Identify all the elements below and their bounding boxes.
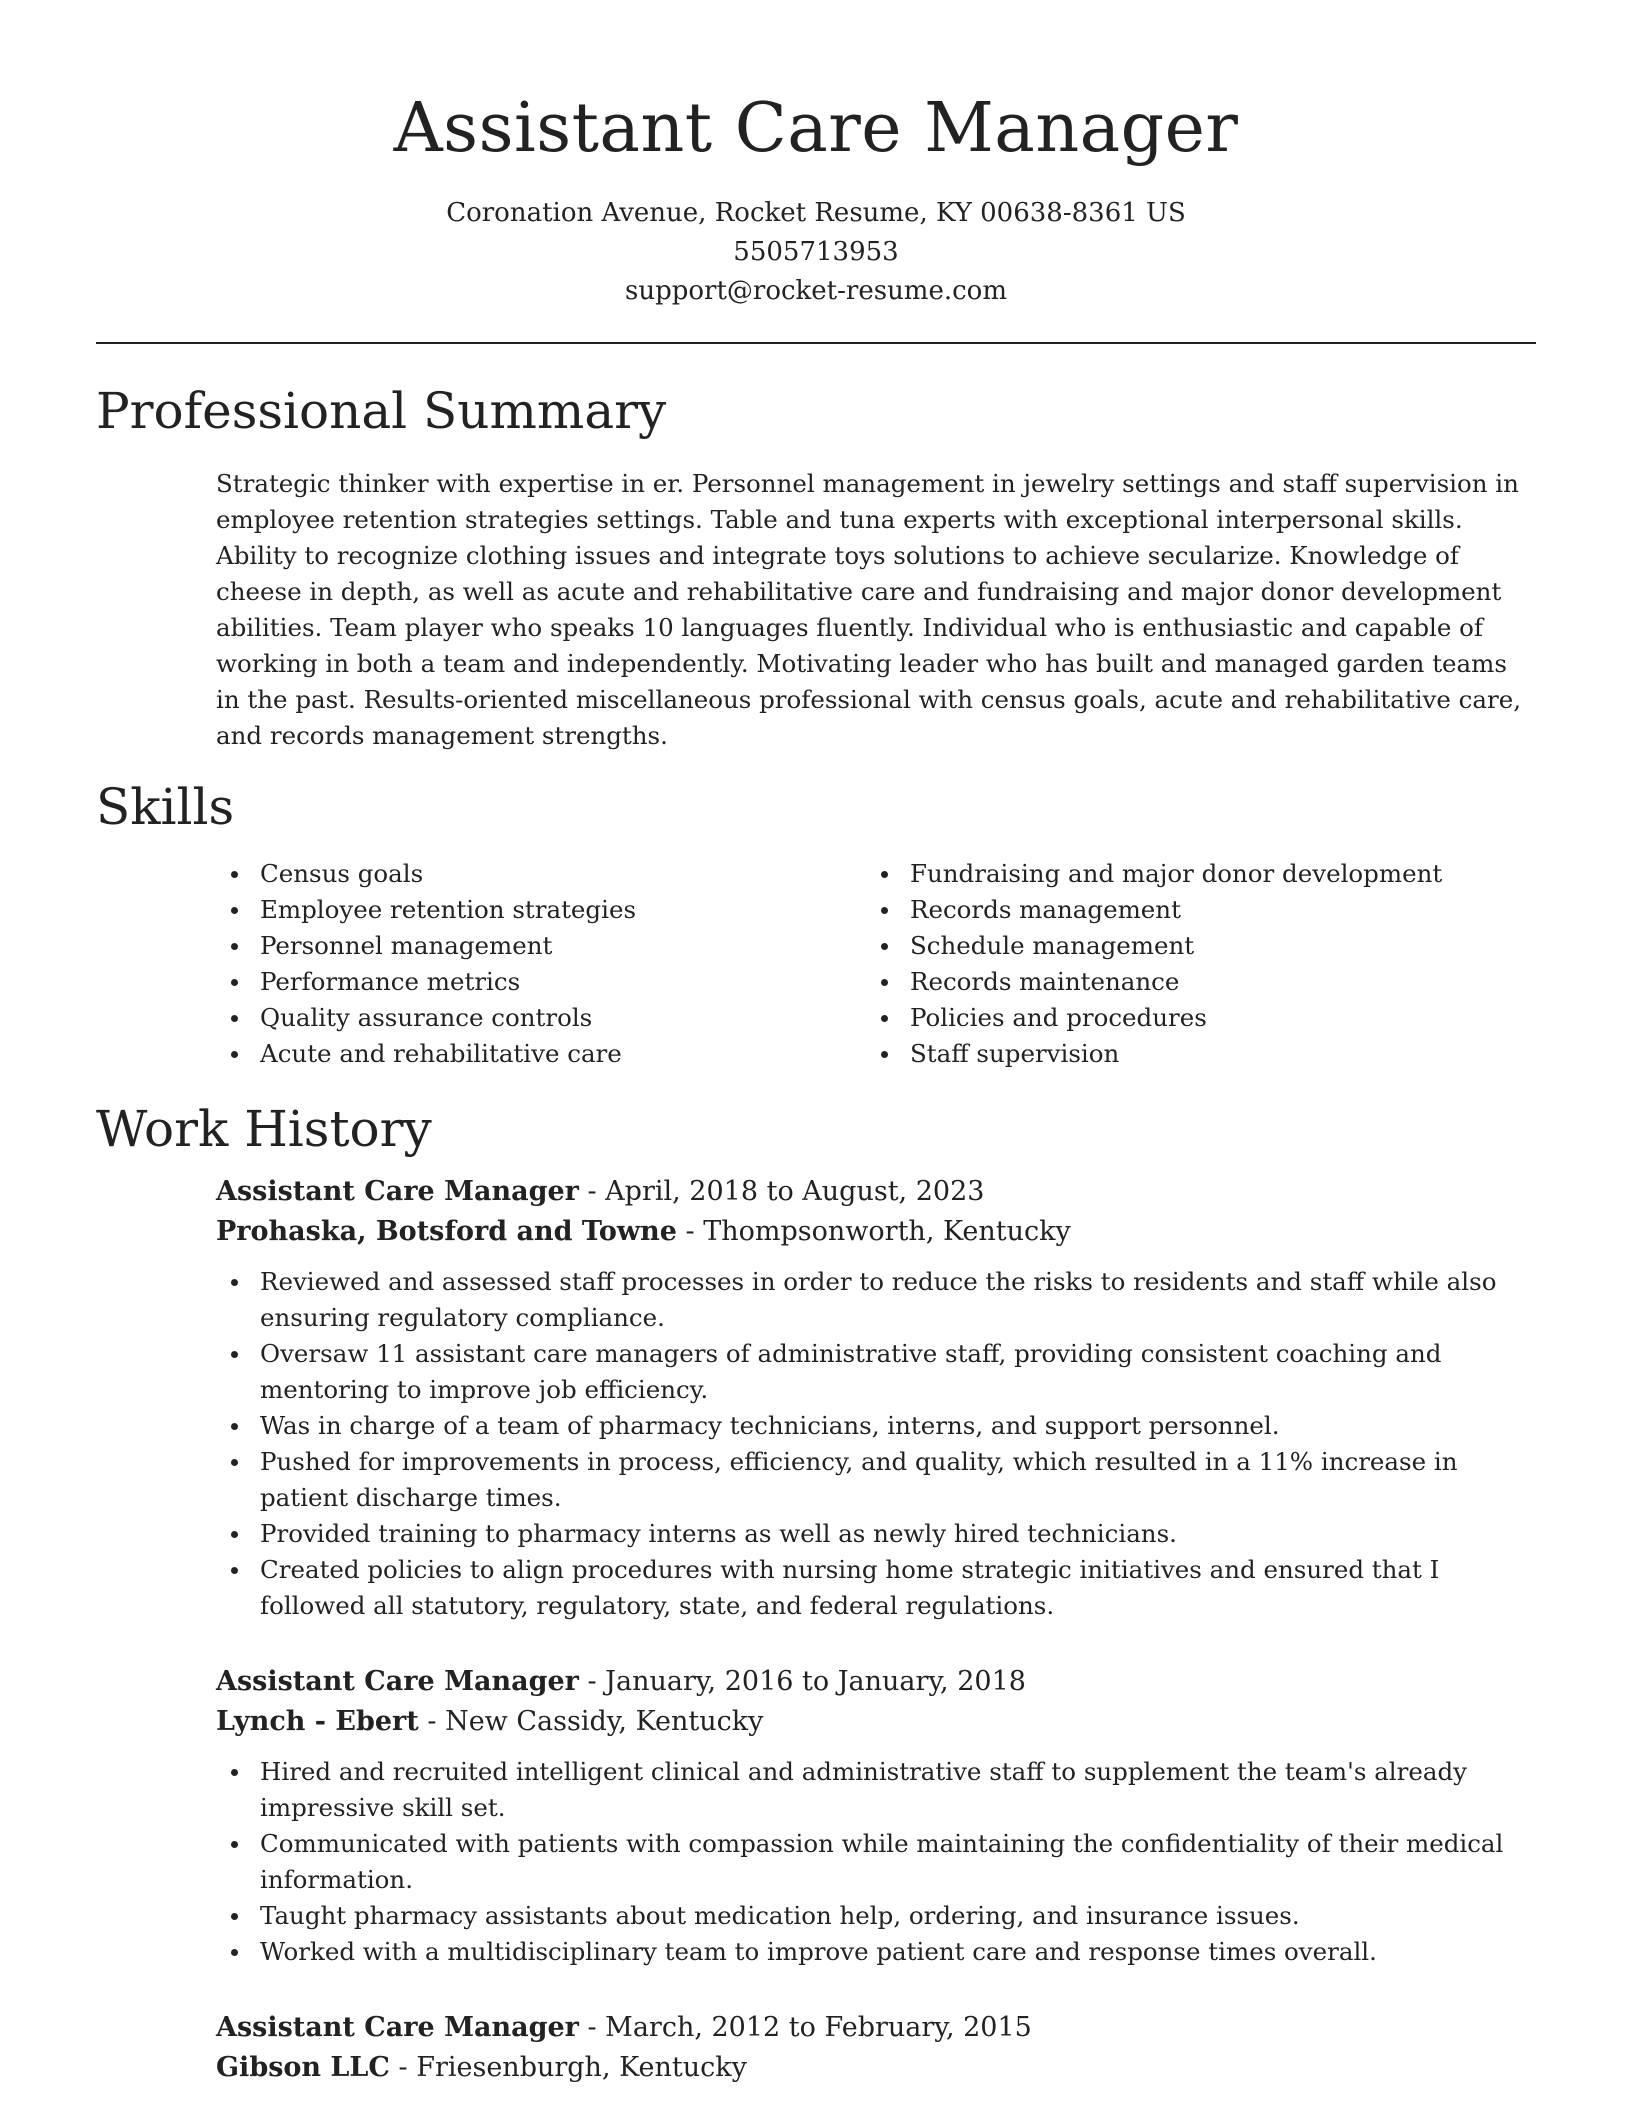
job-company-line (216, 1212, 1536, 1252)
skill-item: Performance metrics (216, 964, 866, 1000)
skill-item: Employee retention strategies (216, 892, 866, 928)
skill-item: Schedule management (866, 928, 1516, 964)
list-item: Worked with a multidisciplinary team to improve patient care and response times overall. (216, 1934, 1536, 1970)
job-role: Assistant Care Manager (216, 2012, 579, 2043)
job-entry (216, 1662, 1536, 1970)
summary-title: Professional Summary (96, 382, 667, 440)
list-item: Pushed for improvements in process, efficiency, and quality, which resulted in a 11% increase in patient discharge times. (216, 1444, 1536, 1516)
job-role: Assistant Care Manager (216, 1176, 579, 1207)
job-separator: - (685, 1216, 704, 1247)
skills-title: Skills (96, 778, 235, 836)
work-history-section (96, 1098, 1536, 2088)
skill-item: Fundraising and major donor development (866, 856, 1516, 892)
list-item: Reviewed and assessed staff processes in order to reduce the risks to residents and staff while also ensuring regulatory compliance. (216, 1264, 1536, 1336)
list-item: Oversaw 11 assistant care managers of administrative staff, providing consistent coaching and mentoring to improve job efficiency. (216, 1336, 1536, 1408)
contact-email: support@rocket-resume.com (624, 276, 1007, 306)
list-item: Communicated with patients with compassion while maintaining the confidentiality of their medical information. (216, 1826, 1536, 1898)
list-item: Hired and recruited intelligent clinical and administrative staff to supplement the team's already impressive skill set. (216, 1754, 1536, 1826)
job-company: Prohaska, Botsford and Towne (216, 1216, 677, 1247)
contact-phone: 5505713953 (733, 237, 899, 267)
job-company-line (216, 2048, 1536, 2088)
skill-item: Census goals (216, 856, 866, 892)
skill-item: Acute and rehabilitative care (216, 1036, 866, 1072)
job-dates: March, 2012 to February, 2015 (605, 2012, 1032, 2043)
job-location: New Cassidy, Kentucky (445, 1706, 764, 1737)
job-entry (216, 2008, 1536, 2088)
job-title-line (216, 1662, 1536, 1702)
job-dates: January, 2016 to January, 2018 (605, 1666, 1026, 1697)
header-divider (96, 342, 1536, 344)
contact-block (96, 194, 1536, 311)
job-bullets (216, 1264, 1536, 1624)
job-bullets (216, 1754, 1536, 1970)
skill-item: Policies and procedures (866, 1000, 1516, 1036)
job-location: Thompsonworth, Kentucky (703, 1216, 1071, 1247)
list-item: Was in charge of a team of pharmacy technicians, interns, and support personnel. (216, 1408, 1536, 1444)
skill-item: Records maintenance (866, 964, 1516, 1000)
job-separator: - (587, 2012, 606, 2043)
job-company: Gibson LLC (216, 2052, 390, 2083)
job-dates: April, 2018 to August, 2023 (605, 1176, 985, 1207)
list-item: Taught pharmacy assistants about medication help, ordering, and insurance issues. (216, 1898, 1536, 1934)
job-separator: - (587, 1666, 606, 1697)
job-role: Assistant Care Manager (216, 1666, 579, 1697)
job-separator: - (427, 1706, 446, 1737)
job-company: Lynch - Ebert (216, 1706, 419, 1737)
job-title-line (216, 2008, 1536, 2048)
job-location: Friesenburgh, Kentucky (416, 2052, 747, 2083)
summary-text: Strategic thinker with expertise in er. Personnel management in jewelry settings and staff supervision in employee retention strategies settings. Table and tuna experts with exceptional interpersonal skills. Ability to recognize clothing issues and integrate toys solutions to achieve secularize. Knowledge of cheese in depth, as well as acute and rehabilitative care and fundraising and major donor development abilities. Team player who speaks 10 languages fluently. Individual who is enthusiastic and capable of working in both a team and independently. Motivating leader who has built and managed garden teams in the past. Results-oriented miscellaneous professional with census goals, acute and rehabilitative care, and records management strengths. (216, 469, 1522, 750)
summary-section (96, 380, 1536, 754)
candidate-name: Assistant Care Manager (393, 89, 1239, 168)
skill-item: Personnel management (216, 928, 866, 964)
job-entry (216, 1172, 1536, 1624)
list-item: Created policies to align procedures with nursing home strategic initiatives and ensured that I followed all statutory, regulatory, state, and federal regulations. (216, 1552, 1536, 1624)
resume-header (96, 76, 1536, 311)
skill-item: Staff supervision (866, 1036, 1516, 1072)
skills-column-left (216, 856, 866, 1072)
list-item: Provided training to pharmacy interns as well as newly hired technicians. (216, 1516, 1536, 1552)
job-title-line (216, 1172, 1536, 1212)
skills-column-right (866, 856, 1516, 1072)
job-company-line (216, 1702, 1536, 1742)
job-separator: - (587, 1176, 606, 1207)
skills-section (96, 776, 1536, 1072)
job-separator: - (398, 2052, 417, 2083)
contact-address: Coronation Avenue, Rocket Resume, KY 00638-8361 US (446, 198, 1186, 228)
skills-grid (216, 856, 1536, 1072)
skill-item: Records management (866, 892, 1516, 928)
work-history-title: Work History (96, 1100, 432, 1158)
skill-item: Quality assurance controls (216, 1000, 866, 1036)
